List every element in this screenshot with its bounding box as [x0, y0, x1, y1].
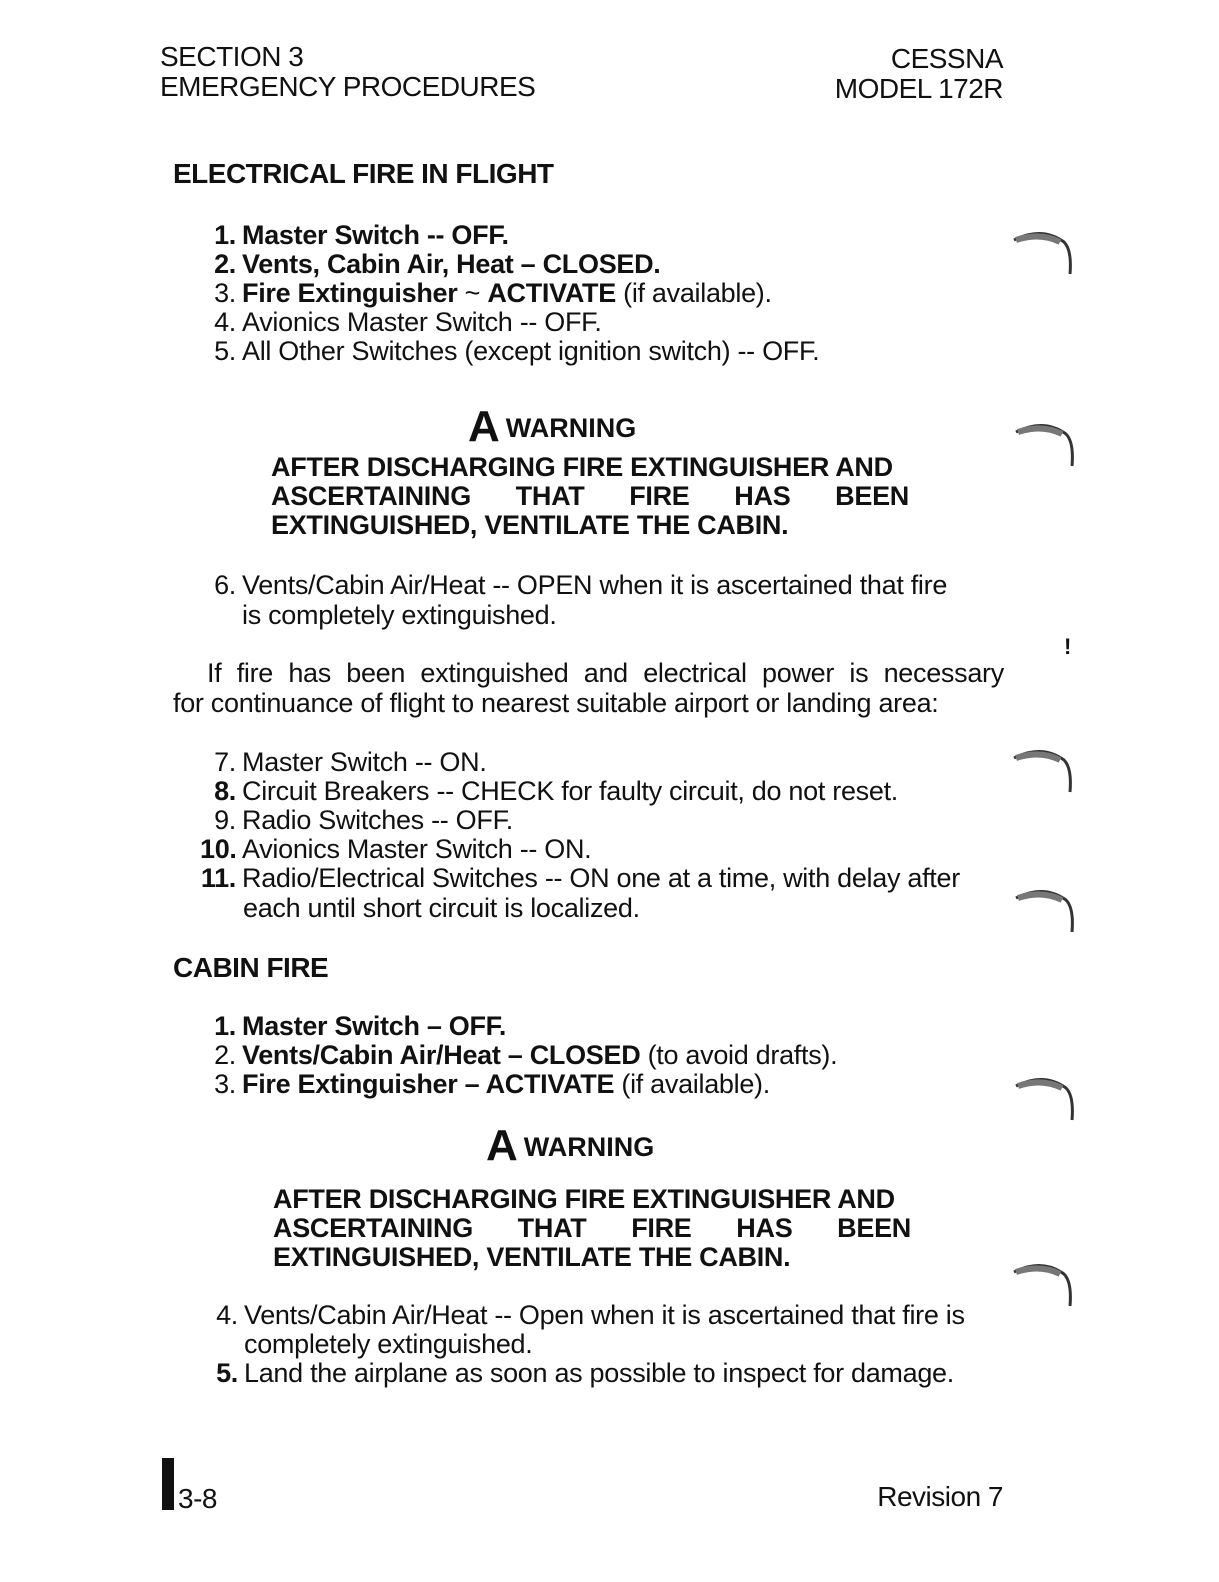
revision-label: Revision 7 [877, 1481, 1003, 1512]
item-number: 8. [214, 776, 236, 806]
list-item [202, 1358, 954, 1389]
item-number: 7. [214, 747, 236, 777]
item-number: 11. [200, 863, 236, 893]
item-number: 3. [214, 278, 236, 308]
item-action: ACTIVATE [487, 278, 616, 308]
item-text: Fire Extinguisher [242, 278, 458, 308]
warning-line: AFTER DISCHARGING FIRE EXTINGUISHER AND [273, 1184, 895, 1214]
item-text: Vents/Cabin Air/Heat -- Open when it is ascertained that fire is [244, 1300, 965, 1330]
para-word: been [346, 658, 406, 688]
item-number: 2. [214, 249, 236, 279]
revision-bar [162, 1458, 174, 1510]
model-label: MODEL 172R [834, 73, 1003, 104]
list-item [200, 805, 513, 836]
warning-line: EXTINGUISHED, VENTILATE THE CABIN. [271, 510, 789, 540]
electrical-fire-heading: ELECTRICAL FIRE IN FLIGHT [173, 158, 554, 189]
warning-line: AFTER DISCHARGING FIRE EXTINGUISHER AND [271, 452, 893, 482]
item-text: Radio/Electrical Switches -- ON one at a time, with delay after [242, 863, 960, 893]
margin-mark: ! [1064, 634, 1072, 659]
item-continuation: completely extinguished. [244, 1329, 533, 1359]
para-word: extinguished [420, 658, 569, 688]
list-item [200, 747, 487, 778]
warning-word: HAS [736, 1213, 793, 1243]
item-note: (if available). [615, 278, 772, 308]
item-number: 5. [214, 336, 236, 366]
section-title: EMERGENCY PROCEDURES [160, 71, 536, 102]
warning-icon: A [486, 1121, 518, 1170]
warning-label: WARNING [505, 413, 637, 443]
warning-word: FIRE [631, 1213, 692, 1243]
item-number: 10. [200, 834, 237, 864]
binder-hole-mark-icon [1012, 746, 1074, 798]
warning-word: HAS [734, 481, 791, 511]
list-item [200, 220, 509, 251]
item-number: 1. [214, 1011, 236, 1041]
item-number: 2. [214, 1040, 236, 1070]
binder-hole-mark-icon [1014, 1074, 1076, 1126]
item-text: Land the airplane as soon as possible to inspect for damage. [244, 1358, 954, 1388]
warning-word: ASCERTAINING [273, 1213, 473, 1243]
item-text: Vents, Cabin Air, Heat – CLOSED. [242, 249, 661, 279]
warning-word: BEEN [835, 481, 909, 511]
item-continuation: is completely extinguished. [242, 600, 557, 630]
para-word: necessary [883, 658, 1004, 688]
brand-label: CESSNA [890, 43, 1003, 74]
list-item [200, 249, 661, 280]
item-continuation: each until short circuit is localized. [243, 893, 640, 923]
para-word: and [583, 658, 628, 688]
warning-word: THAT [517, 1213, 587, 1243]
list-item [202, 1300, 965, 1331]
item-number: 4. [214, 307, 236, 337]
list-item [200, 863, 960, 894]
list-item [200, 1069, 770, 1100]
paragraph-line [207, 658, 1004, 689]
list-item [200, 570, 947, 601]
item-sep: ~ [457, 278, 488, 308]
item-number: 6. [214, 570, 236, 600]
item-text: Avionics Master Switch -- ON. [242, 834, 592, 864]
item-number: 4. [216, 1300, 238, 1330]
item-text: Master Switch -- OFF. [242, 220, 509, 250]
warning-line: EXTINGUISHED, VENTILATE THE CABIN. [273, 1242, 791, 1272]
list-item [200, 307, 602, 338]
para-word: If [207, 658, 222, 688]
item-number: 5. [216, 1358, 238, 1388]
para-word: electrical [643, 658, 747, 688]
warning-title [468, 402, 636, 452]
list-item [200, 1011, 506, 1042]
item-number: 1. [214, 220, 236, 250]
item-text: All Other Switches (except ignition switch) -- OFF. [242, 336, 820, 366]
list-item [200, 336, 819, 367]
item-note: (if available). [614, 1069, 770, 1099]
item-number: 9. [214, 805, 236, 835]
warning-line [273, 1213, 911, 1244]
item-note: (to avoid drafts). [640, 1040, 838, 1070]
item-text: Master Switch – OFF. [242, 1011, 507, 1041]
binder-hole-mark-icon [1012, 228, 1074, 280]
para-word: has [288, 658, 331, 688]
binder-hole-mark-icon [1014, 420, 1076, 472]
item-text: Avionics Master Switch -- OFF. [242, 307, 602, 337]
para-word: power [762, 658, 835, 688]
section-label: SECTION 3 [160, 41, 304, 72]
warning-word: ASCERTAINING [271, 481, 471, 511]
para-word: is [849, 658, 869, 688]
item-text: Radio Switches -- OFF. [242, 805, 513, 835]
item-text: Circuit Breakers -- CHECK for faulty circuit, do not reset. [242, 776, 898, 806]
paragraph-line: for continuance of flight to nearest suitable airport or landing area: [173, 688, 939, 718]
cabin-fire-heading: CABIN FIRE [173, 952, 329, 983]
item-text: Master Switch -- ON. [242, 747, 487, 777]
item-number: 3. [214, 1069, 236, 1099]
list-item [200, 834, 591, 865]
warning-icon: A [468, 402, 500, 451]
item-text: Fire Extinguisher – ACTIVATE [242, 1069, 615, 1099]
warning-word: FIRE [629, 481, 690, 511]
para-word: fire [236, 658, 274, 688]
item-text: Vents/Cabin Air/Heat -- OPEN when it is ascertained that fire [242, 570, 948, 600]
page-number: 3-8 [178, 1483, 217, 1514]
item-text: Vents/Cabin Air/Heat – CLOSED [242, 1040, 641, 1070]
warning-label: WARNING [523, 1132, 655, 1162]
warning-title [486, 1121, 654, 1171]
list-item [200, 776, 898, 807]
list-item [200, 1040, 837, 1071]
warning-word: THAT [515, 481, 585, 511]
binder-hole-mark-icon [1012, 1260, 1074, 1312]
warning-line [271, 481, 909, 512]
warning-word: BEEN [837, 1213, 911, 1243]
list-item [200, 278, 772, 309]
binder-hole-mark-icon [1014, 886, 1076, 938]
